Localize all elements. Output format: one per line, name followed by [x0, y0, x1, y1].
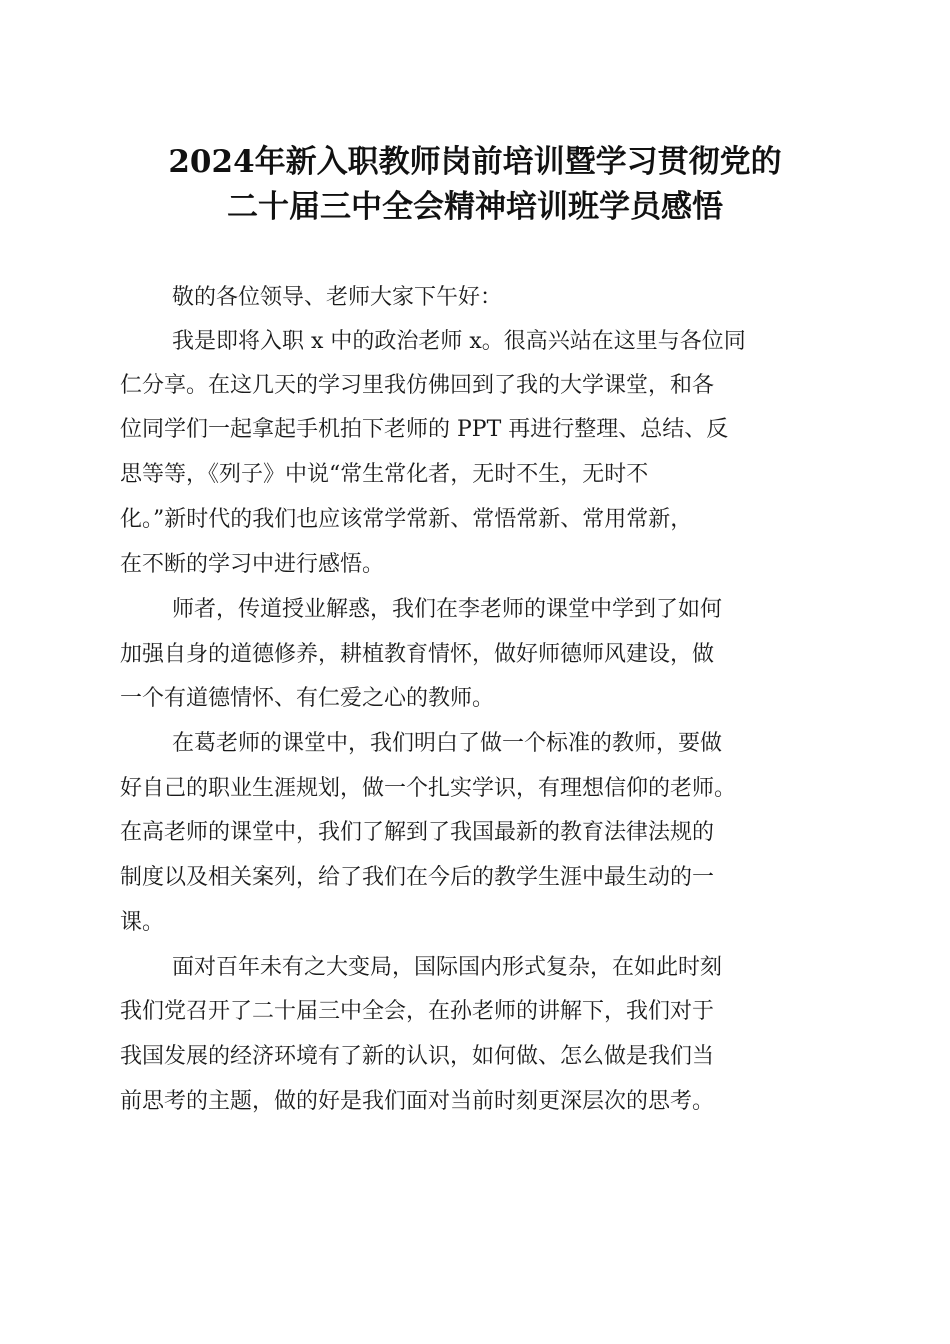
paragraph-line: 我们党召开了二十届三中全会，在孙老师的讲解下，我们对于 [120, 999, 715, 1024]
paragraph-line: 化。”新时代的我们也应该常学常新、常悟常新、常用常新， [120, 507, 693, 532]
salutation-line: 敬的各位领导、老师大家下午好： [172, 285, 503, 310]
paragraph-line: 我国发展的经济环境有了新的认识，如何做、怎么做是我们当 [120, 1044, 715, 1069]
paragraph-line: 在葛老师的课堂中，我们明白了做一个标准的教师，要做 [172, 731, 723, 756]
paragraph-line: 我是即将入职 x 中的政治老师 x。很高兴站在这里与各位同 [172, 329, 746, 354]
paragraph-line: 一个有道德情怀、有仁爱之心的教师。 [120, 686, 495, 711]
paragraph-line: 师者，传道授业解惑，我们在李老师的课堂中学到了如何 [172, 597, 723, 622]
paragraph-line: 前思考的主题，做的好是我们面对当前时刻更深层次的思考。 [120, 1089, 715, 1114]
paragraph-line: 制度以及相关案列，给了我们在今后的教学生涯中最生动的一 [120, 865, 715, 890]
paragraph-line: 好自己的职业生涯规划，做一个扎实学识，有理想信仰的老师。 [120, 776, 737, 801]
paragraph-line: 在不断的学习中进行感悟。 [120, 552, 385, 577]
document-title [100, 140, 850, 230]
paragraph-line: 面对百年未有之大变局，国际国内形式复杂，在如此时刻 [172, 955, 723, 980]
paragraph-line: 思等等，《列子》中说“常生常化者，无时不生，无时不 [120, 462, 649, 487]
paragraph-line: 课。 [120, 910, 165, 935]
title-line: 2024年新入职教师岗前培训暨学习贯彻党的 [168, 144, 782, 180]
paragraph-line: 加强自身的道德修养，耕植教育情怀，做好师德师风建设，做 [120, 642, 715, 667]
paragraph-line: 位同学们一起拿起手机拍下老师的 PPT 再进行整理、总结、反 [120, 417, 729, 442]
paragraph-line: 仁分享。在这几天的学习里我仿佛回到了我的大学课堂，和各 [120, 373, 715, 398]
paragraph-line: 在高老师的课堂中，我们了解到了我国最新的教育法律法规的 [120, 820, 715, 845]
title-line: 二十届三中全会精神培训班学员感悟 [227, 189, 723, 225]
